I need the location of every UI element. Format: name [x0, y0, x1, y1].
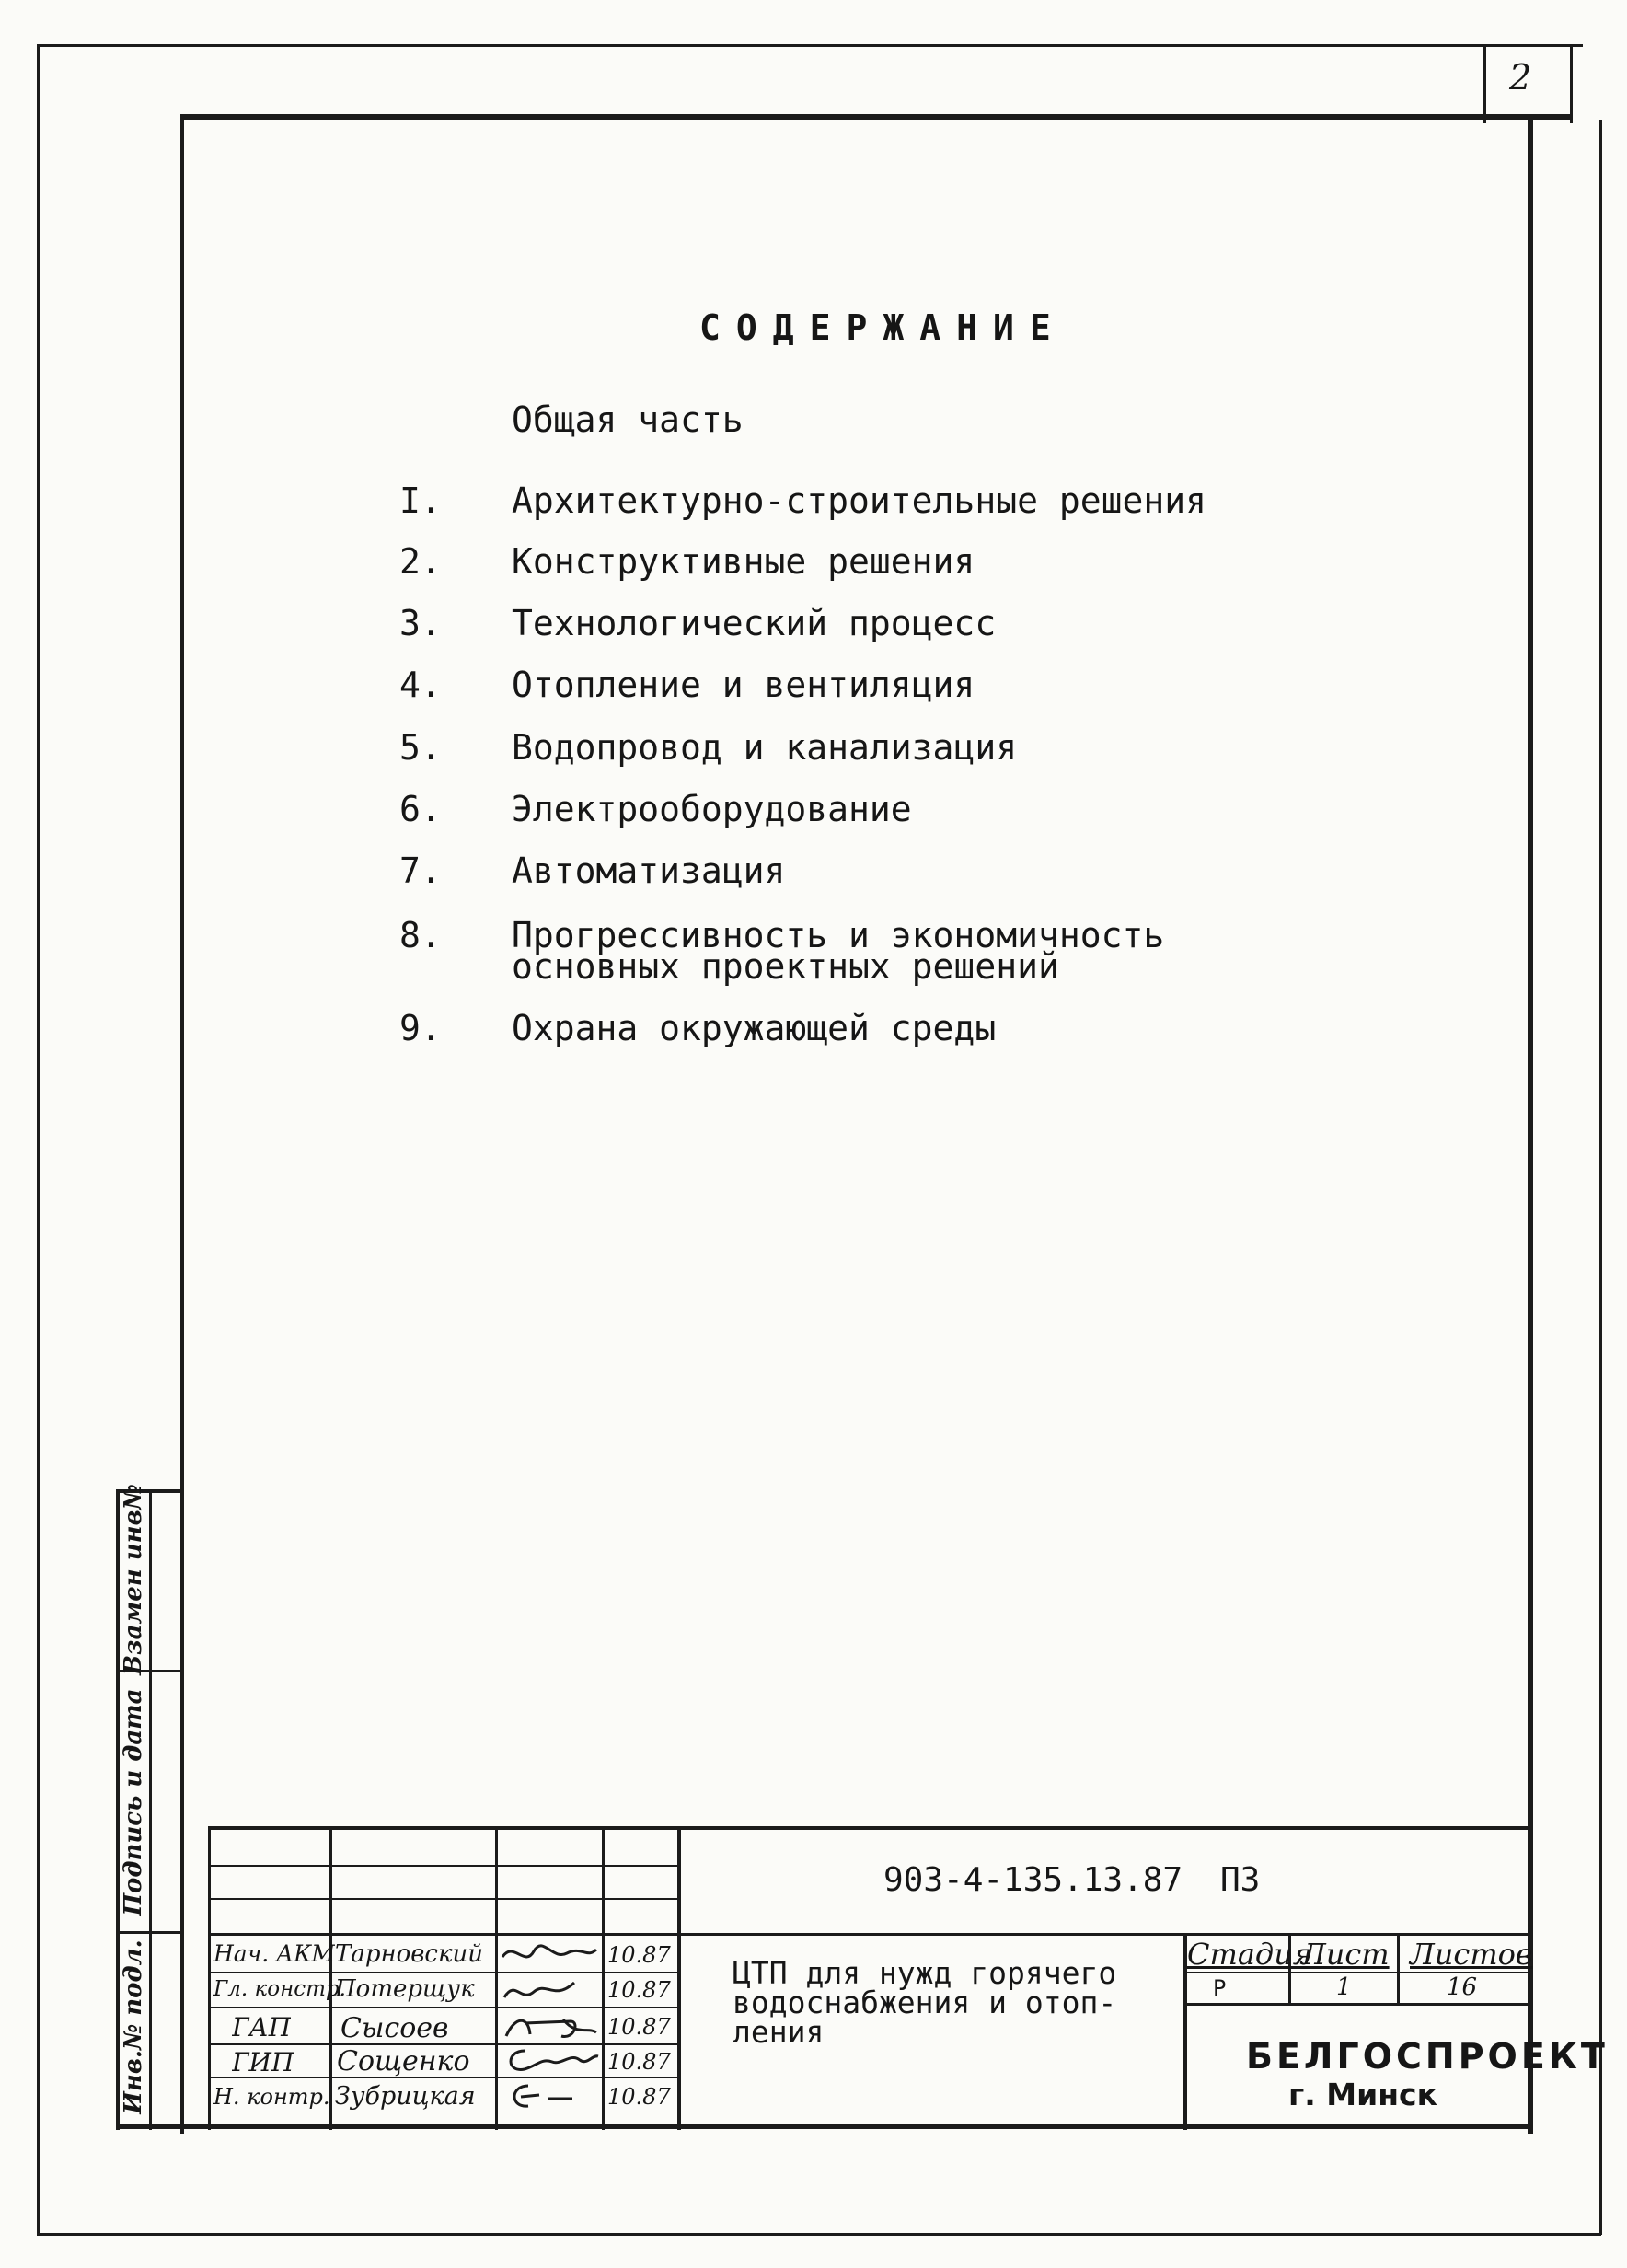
- replaces-inv-label: Взамен инв№: [120, 1484, 147, 1675]
- toc-item: Автоматизация: [512, 850, 786, 891]
- signature-2: [497, 1973, 602, 2008]
- signer-role: ГАП: [232, 2012, 292, 2042]
- organization-name: БЕЛГОСПРОЕКТ: [1246, 2036, 1609, 2077]
- toc-item: Технологический процесс: [512, 603, 997, 643]
- organization-city: г. Минск: [1288, 2077, 1437, 2112]
- sheet-number-box-left: [1483, 44, 1486, 123]
- signature-1: [497, 1937, 602, 1972]
- toc-number: 7.: [399, 850, 442, 891]
- sheet-value: 1: [1336, 1973, 1352, 2001]
- inv-no-label: Инв.№ подл.: [120, 1939, 147, 2114]
- signer-date: 10.87: [607, 1942, 671, 1968]
- toc-number: 4.: [399, 665, 442, 705]
- sheet-number: 2: [1509, 57, 1532, 98]
- sign-date-label: Подпись и дата: [120, 1688, 147, 1916]
- sheets-value: 16: [1447, 1973, 1478, 2001]
- signer-role: Н. контр.: [213, 2084, 330, 2110]
- signer-date: 10.87: [607, 2049, 671, 2075]
- toc-item: Отопление и вентиляция: [512, 665, 975, 705]
- toc-item: Водопровод и канализация: [512, 727, 1018, 768]
- frame-right: [1528, 120, 1533, 2134]
- signer-role: Гл. констр.: [213, 1977, 346, 2001]
- toc-item: Архитектурно-строительные решения: [512, 480, 1206, 521]
- toc-item: Конструктивные решения: [512, 541, 975, 582]
- object-name-line-1: ЦТП для нужд горячего: [733, 1955, 1117, 1991]
- outer-frame-bottom: [37, 2233, 1601, 2236]
- outer-frame-right: [1599, 120, 1602, 2235]
- signer-date: 10.87: [607, 2014, 671, 2040]
- object-name-line-2: водоснабжения и отоп-: [733, 1984, 1117, 2020]
- toc-item-continued: основных проектных решений: [512, 946, 1059, 987]
- signer-name: Зубрицкая: [335, 2082, 476, 2111]
- toc-number: 2.: [399, 541, 442, 582]
- signature-3: [497, 2008, 602, 2045]
- signature-4: [497, 2042, 602, 2078]
- signature-5: [497, 2077, 602, 2113]
- toc-number: 5.: [399, 727, 442, 768]
- toc-number: 8.: [399, 915, 442, 955]
- toc-number: 3.: [399, 603, 442, 643]
- frame-top: [180, 114, 1572, 120]
- sheets-label: Листов: [1410, 1937, 1533, 1972]
- general-part: Общая часть: [512, 399, 744, 440]
- signer-name: Сощенко: [337, 2045, 470, 2077]
- stage-label: Стадия: [1187, 1937, 1312, 1972]
- toc-item: Охрана окружающей среды: [512, 1008, 997, 1048]
- outer-frame-left: [37, 44, 40, 2235]
- sheet-label: Лист: [1301, 1937, 1390, 1972]
- signer-name: Потерщук: [335, 1975, 475, 2003]
- signer-name: Сысоев: [340, 2012, 449, 2044]
- sheet-number-box-right: [1570, 44, 1573, 123]
- toc-item: Прогрессивность и экономичность: [512, 915, 1165, 955]
- signer-date: 10.87: [607, 2084, 671, 2110]
- frame-left: [180, 114, 184, 2134]
- toc-number: I.: [399, 480, 442, 521]
- toc-number: 9.: [399, 1008, 442, 1048]
- document-type: ПЗ: [1220, 1861, 1261, 1899]
- signer-name: Тарновский: [335, 1940, 483, 1968]
- object-name-line-3: ления: [733, 2014, 825, 2050]
- outer-frame-top: [37, 44, 1583, 47]
- stage-value: Р: [1213, 1975, 1227, 2001]
- signer-role: Нач. АКМ: [213, 1940, 336, 1967]
- contents-title: СОДЕРЖАНИЕ: [699, 307, 1067, 348]
- signer-date: 10.87: [607, 1977, 671, 2003]
- toc-item: Электрооборудование: [512, 789, 912, 829]
- toc-number: 6.: [399, 789, 442, 829]
- document-code: 903-4-135.13.87: [883, 1861, 1183, 1899]
- frame-bottom: [116, 2124, 1531, 2129]
- signer-role: ГИП: [232, 2047, 294, 2077]
